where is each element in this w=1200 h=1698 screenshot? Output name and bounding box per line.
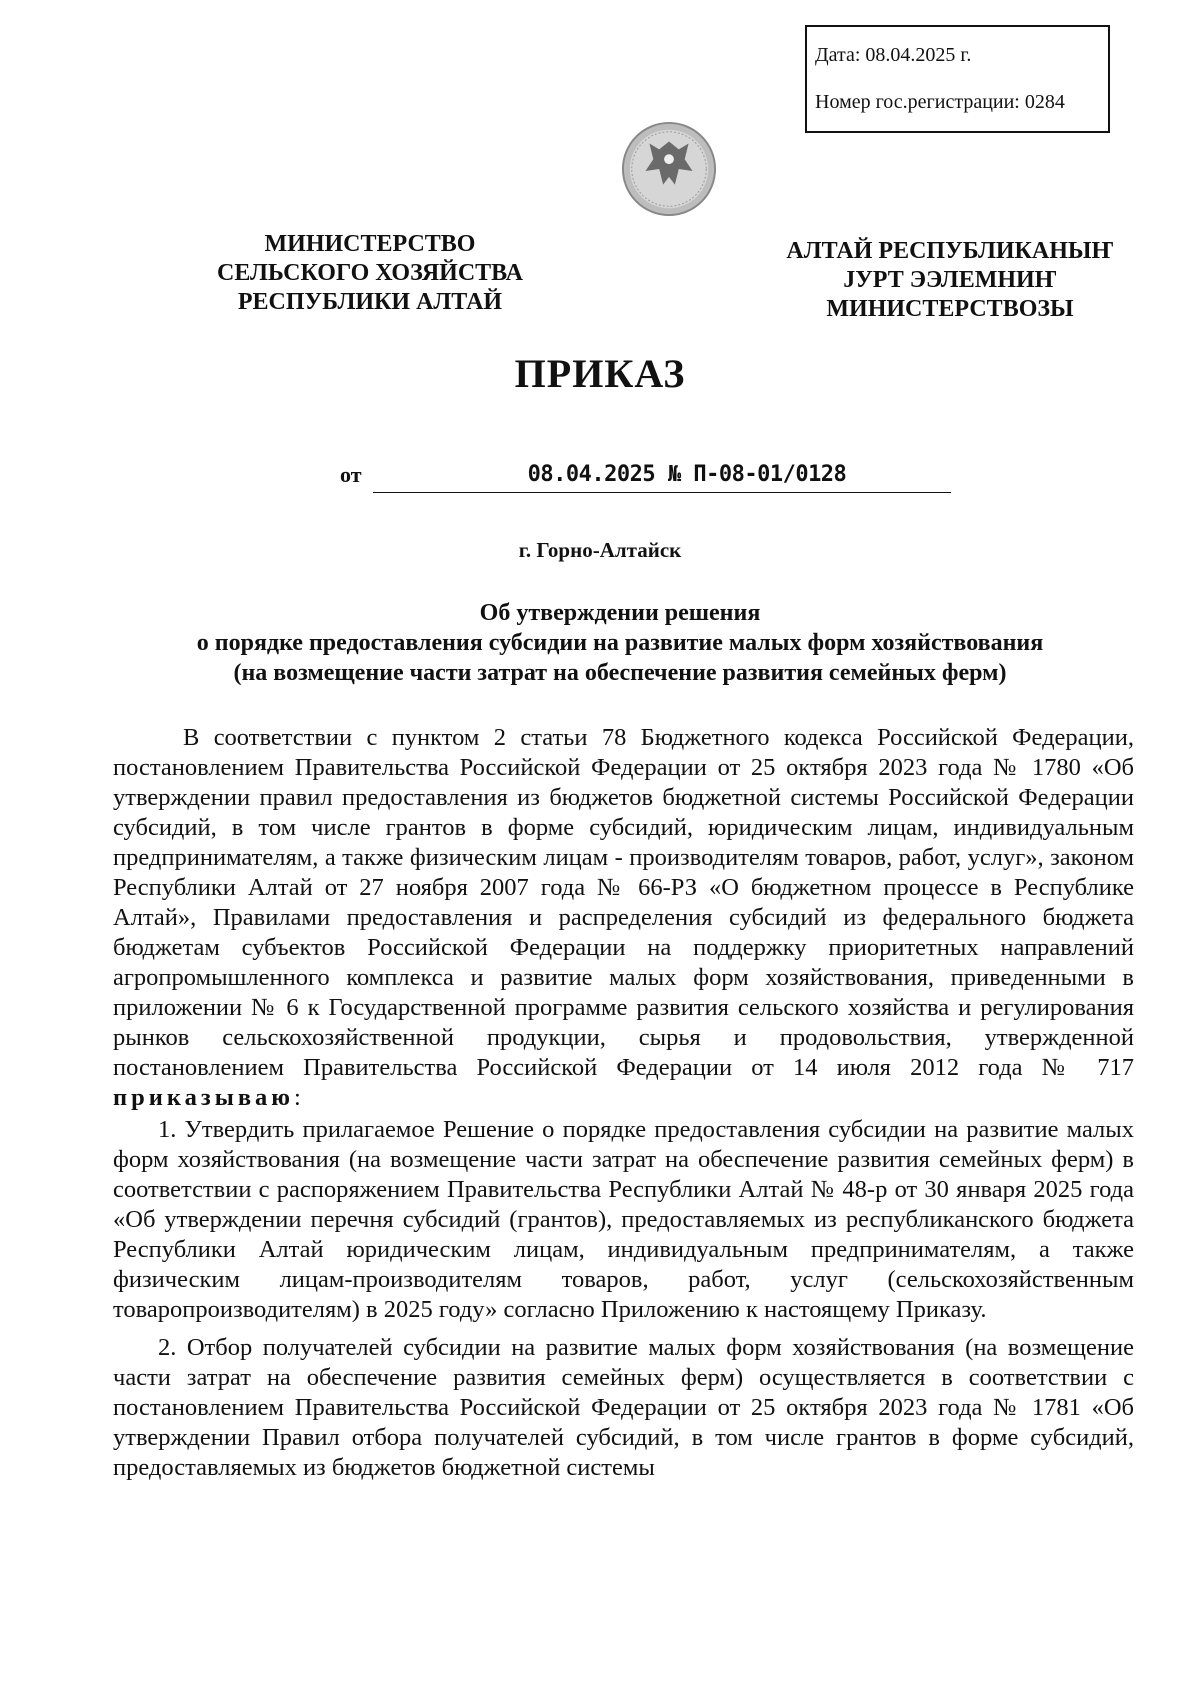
ministry-header-russian [170, 230, 570, 317]
subject-line: (на возмещение части затрат на обеспечение развития семейных ферм) [233, 660, 1007, 686]
document-subject [100, 598, 1140, 688]
order-number: 08.04.2025 № П-08-01/0128 [527, 462, 847, 487]
ministry-header-altai [740, 237, 1160, 324]
registration-stamp [805, 25, 1110, 133]
header-line: МИНИСТЕРСТВОЗЫ [826, 296, 1074, 322]
command-colon: : [294, 1084, 301, 1111]
header-line: СЕЛЬСКОГО ХОЗЯЙСТВА [216, 260, 524, 286]
header-line: ЈУРТ ЭЭЛЕМНИҤ [843, 267, 1057, 293]
city: г. Горно-Алтайск [518, 538, 682, 562]
header-line: АЛТАЙ РЕСПУБЛИКАНЫҤ [786, 238, 1114, 264]
registration-date-row [815, 45, 1108, 65]
order-number-line [373, 462, 951, 493]
registration-date-value: 08.04.2025 г. [865, 44, 972, 66]
command-word: приказываю [113, 1084, 295, 1111]
subject-line: о порядке предоставления субсидии на развитие малых форм хозяйствования [196, 630, 1044, 656]
coat-of-arms-emblem [620, 120, 718, 218]
document-title: ПРИКАЗ [514, 351, 686, 396]
preamble-text: В соответствии с пунктом 2 статьи 78 Бюджетного кодекса Российской Федерации, постановлением Правительства Российской Федерации от 25 октября 2023 года № 1780 «Об утверждении правил предоставления из бюджетов бюджетной системы Российской Федерации субсидий, в том числе грантов в форме субсидий, юридическим лицам, индивидуальным предпринимателям, а также физическим лицам - производителям товаров, работ, услуг», законом Республики Алтай от 27 ноября 2007 года № 66-РЗ «О бюджетном процессе в Республике Алтай», Правилами предоставления и распределения субсидий из федерального бюджета бюджетам субъектов Российской Федерации на поддержку приоритетных направлений агропромышленного комплекса и развитие малых форм хозяйствования, приведенными в приложении № 6 к Государственной программе развития сельского хозяйства и регулирования рынков сельскохозяйственной продукции, сырья и продовольствия, утвержденной постановлением Правительства Российской Федерации от 14 июля 2012 года № 717 [113, 724, 1134, 1081]
preamble-paragraph [113, 723, 1134, 1113]
registration-date-label: Дата: [815, 44, 861, 66]
subject-line: Об утверждении решения [479, 600, 761, 626]
clause-2: 2. Отбор получателей субсидии на развитие малых форм хозяйствования (на возмещение части затрат на обеспечение развития семейных ферм) осуществляется в соответствии с постановлением Правительства Российской Федерации от 25 октября 2023 года № 1781 «Об утверждении Правил отбора получателей субсидий, в том числе грантов в форме субсидий, предоставляемых из бюджетов бюджетной системы [113, 1334, 1134, 1481]
document-body [113, 723, 1134, 1483]
registration-number-value: 0284 [1024, 91, 1065, 113]
registration-number-label: Номер гос.регистрации: [815, 91, 1020, 113]
header-line: МИНИСТЕРСТВО [264, 231, 476, 257]
from-label: от [340, 462, 362, 487]
registration-number-row [815, 92, 1108, 112]
header-line: РЕСПУБЛИКИ АЛТАЙ [237, 289, 503, 315]
clause-1: 1. Утвердить прилагаемое Решение о порядке предоставления субсидии на развитие малых форм хозяйствования (на возмещение части затрат на обеспечение развития семейных ферм) в соответствии с распоряжением Правительства Республики Алтай № 48-р от 30 января 2025 года «Об утверждении перечня субсидий (грантов), предоставляемых из республиканского бюджета Республики Алтай юридическим лицам, индивидуальным предпринимателям, а также физическим лицам-производителям товаров, работ, услуг (сельскохозяйственным товаропроизводителям) в 2025 году» согласно Приложению к настоящему Приказу. [113, 1116, 1134, 1323]
